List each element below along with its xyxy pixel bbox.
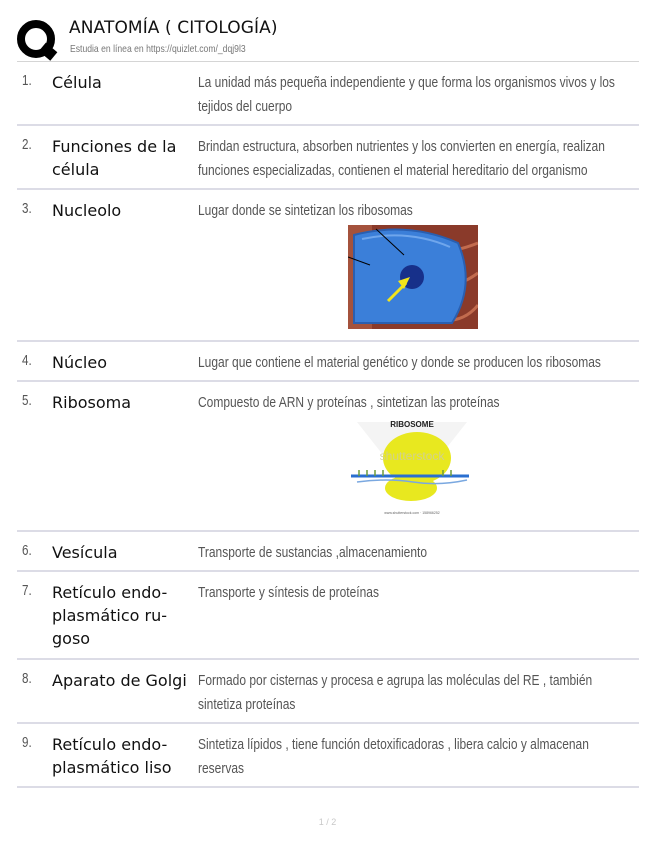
- term-row: [17, 572, 639, 660]
- row-number: 7.: [22, 583, 32, 599]
- row-term: Célula: [52, 73, 102, 92]
- row-term: Retículo endo-plasmático ru-goso: [52, 583, 168, 648]
- row-number: 9.: [22, 735, 32, 751]
- row-term: Ribosoma: [52, 393, 132, 412]
- ribosome-caption: www.shutterstock.com · 158966252: [384, 511, 440, 515]
- row-definition: Transporte de sustancias ,almacenamiento: [198, 544, 428, 561]
- row-number: 4.: [22, 353, 32, 369]
- row-definition: Brindan estructura, absorben nutrientes y los convierten en energía, realizan funciones especializadas, contienen el material hereditario del organismo: [198, 138, 605, 179]
- page-indicator: 1 / 2: [318, 817, 337, 827]
- document-header: [17, 14, 639, 60]
- row-term: Aparato de Golgi: [52, 671, 187, 690]
- term-row: [17, 126, 639, 190]
- ribosome-heading: RIBOSOME: [390, 420, 434, 429]
- term-row: [17, 724, 639, 788]
- ribosome-image: [347, 414, 477, 522]
- row-number: 3.: [22, 201, 32, 217]
- row-term: Nucleolo: [52, 201, 122, 220]
- row-definition: Sintetiza lípidos , tiene función detoxificadoras , libera calcio y almacenan reservas: [198, 736, 589, 777]
- page-title: ANATOMÍA ( CITOLOGÍA): [69, 18, 278, 38]
- ribosome-watermark: shutterstock: [379, 449, 445, 463]
- term-row: [17, 660, 639, 724]
- row-definition: Lugar que contiene el material genético y donde se producen los ribosomas: [198, 354, 601, 371]
- term-row: [17, 382, 639, 532]
- row-definition: Formado por cisternas y procesa e agrupa las moléculas del RE , también sintetiza proteínas: [198, 672, 593, 713]
- quizlet-logo-icon: [17, 19, 59, 61]
- row-term: Funciones de la célula: [52, 137, 177, 179]
- page-subtitle[interactable]: Estudia en línea en https://quizlet.com/_dqj9l3: [70, 43, 246, 55]
- row-number: 6.: [22, 543, 32, 559]
- row-term: Vesícula: [52, 543, 118, 562]
- nucleolus-image: [348, 225, 478, 329]
- row-number: 5.: [22, 393, 32, 409]
- term-row: [17, 62, 639, 126]
- term-list: [17, 62, 639, 788]
- row-definition: Compuesto de ARN y proteínas , sintetizan las proteínas: [198, 394, 500, 411]
- row-number: 2.: [22, 137, 32, 153]
- row-number: 8.: [22, 671, 32, 687]
- term-row: [17, 532, 639, 572]
- row-definition: Transporte y síntesis de proteínas: [198, 584, 379, 601]
- term-row: [17, 342, 639, 382]
- row-term: Núcleo: [52, 353, 107, 372]
- term-row: [17, 190, 639, 342]
- row-number: 1.: [22, 73, 32, 89]
- row-definition: La unidad más pequeña independiente y que forma los organismos vivos y los tejidos del cuerpo: [198, 74, 615, 115]
- row-definition: Lugar donde se sintetizan los ribosomas: [198, 202, 413, 219]
- row-term: Retículo endo-plasmático liso: [52, 735, 172, 777]
